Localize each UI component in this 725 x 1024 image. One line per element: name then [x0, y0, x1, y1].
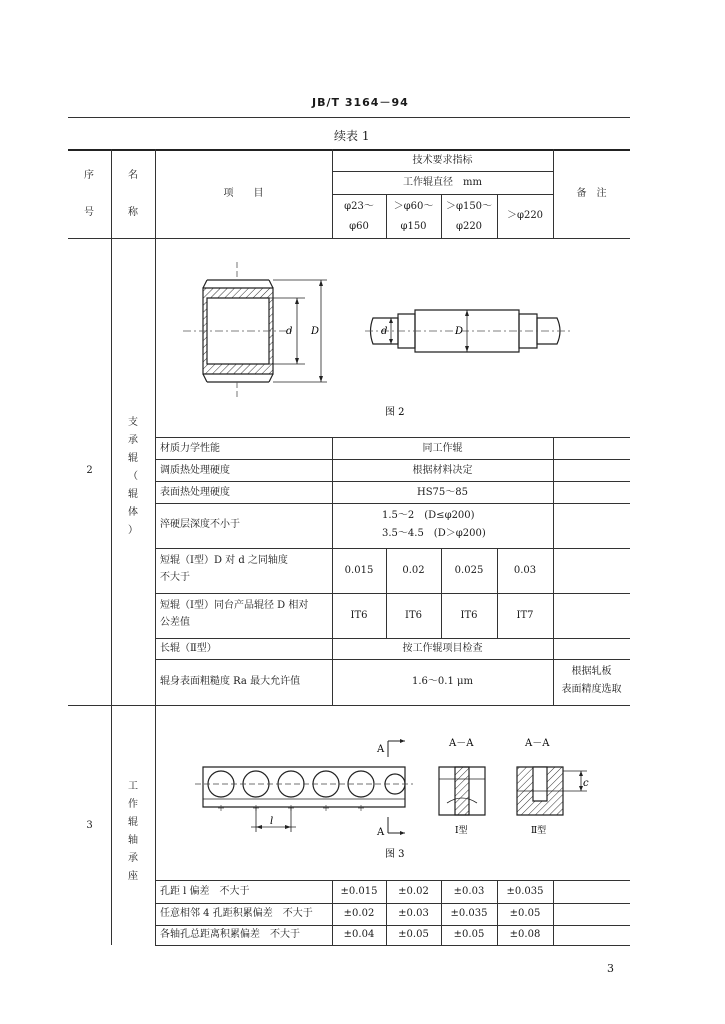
row-ra-item: 辊身表面粗糙度 Ra 最大允许值	[160, 676, 301, 687]
fig3-aa-label-2: A－A	[525, 738, 550, 749]
figure-3-drawing	[155, 707, 630, 879]
s3-row3-v1: ±0.04	[343, 929, 375, 940]
table-top-rule	[68, 149, 630, 151]
row-long-value: 按工作辊项目检查	[402, 643, 483, 654]
row-depth-item: 淬硬层深度不小于	[160, 519, 240, 530]
fig3-label-l: l	[270, 816, 274, 827]
s3-row3-v4: ±0.08	[509, 929, 541, 940]
row-tol-item-2: 公差值	[160, 617, 190, 628]
row-surface-value: HS75～85	[416, 487, 469, 498]
row-material-value: 同工作辊	[422, 443, 463, 454]
s3-row1-v2: ±0.02	[398, 886, 429, 897]
col-no-1: 序	[84, 170, 94, 181]
row-ra-remark-2: 表面精度选取	[561, 684, 622, 695]
fig3-section-mark-bottom: A	[377, 827, 385, 838]
s3-row1-item: 孔距 l 偏差 不大于	[160, 886, 250, 897]
fig2-label-d2: d	[381, 326, 388, 337]
fig3-label-c: c	[583, 778, 589, 789]
row-tol-v4: IT7	[516, 610, 534, 621]
s3-row2-item: 任意相邻 4 孔距积累偏差 不大于	[160, 908, 313, 919]
s3-row1-v3: ±0.03	[453, 886, 485, 897]
s3-row1-v4: ±0.035	[506, 886, 544, 897]
col-tech-req: 技术要求指标	[412, 155, 473, 166]
fig3-type1: Ⅰ型	[455, 826, 468, 836]
row-coax-v1: 0.015	[344, 565, 374, 576]
figure-2-label: 图 2	[385, 407, 405, 418]
s3-row3-item: 各轴孔总距离积累偏差 不大于	[160, 929, 300, 940]
row-ra-remark-1: 根据轧板	[571, 666, 612, 677]
s3-row3-v2: ±0.05	[398, 929, 429, 940]
row-quench-item: 调质热处理硬度	[160, 465, 230, 476]
col-work-roll-dia: 工作辊直径 mm	[403, 177, 482, 188]
continued-title: 续表 1	[334, 129, 370, 143]
range-1b: φ60	[349, 221, 369, 232]
section3-no: 3	[86, 820, 93, 831]
row-tol-v2: IT6	[405, 610, 422, 621]
range-2a: ＞φ60～	[393, 201, 434, 212]
standard-code: JB/T 3164－94	[312, 96, 409, 109]
s3-row2-v1: ±0.02	[343, 908, 375, 919]
row-quench-value: 根据材料决定	[412, 465, 473, 476]
row-tol-v3: IT6	[460, 610, 478, 621]
header-rule	[68, 117, 630, 118]
row-tol-item-1: 短辊（Ⅰ型）同台产品辊径 D 相对	[160, 600, 309, 611]
s3-row2-v4: ±0.05	[509, 908, 541, 919]
row-material-item: 材质力学性能	[160, 443, 220, 454]
row-surface-item: 表面热处理硬度	[160, 487, 230, 498]
row-coax-v3: 0.025	[454, 565, 484, 576]
section-divider	[68, 705, 630, 706]
row-tol-v1: IT6	[350, 610, 368, 621]
fig2-label-d: d	[286, 326, 293, 337]
fig3-section-mark-top: A	[377, 744, 385, 755]
row-coax-v4: 0.03	[513, 565, 537, 576]
row-ra-value: 1.6～0.1 μm	[412, 676, 473, 687]
row-depth-value-2: 3.5～4.5 (D＞φ200)	[382, 528, 486, 539]
range-3b: φ220	[455, 221, 483, 232]
col-name-1: 名	[128, 170, 138, 181]
range-4: ＞φ220	[506, 210, 544, 221]
section2-no: 2	[86, 465, 93, 476]
figure-3-label: 图 3	[385, 849, 405, 860]
fig3-type2: Ⅱ型	[531, 826, 547, 836]
range-3a: ＞φ150～	[445, 201, 493, 212]
fig3-aa-label-1: A－A	[449, 738, 474, 749]
figure-2-drawing	[155, 240, 630, 435]
fig2-label-D2: D	[455, 326, 464, 337]
row-depth-value-1: 1.5～2 (D≤φ200)	[382, 510, 475, 521]
s3-row2-v3: ±0.035	[450, 908, 488, 919]
fig2-label-D: D	[311, 326, 320, 337]
row-coax-v2: 0.02	[402, 565, 425, 576]
range-2b: φ150	[400, 221, 427, 232]
col-name-2: 称	[128, 207, 138, 218]
s3-row3-v3: ±0.05	[453, 929, 485, 940]
row-long-item: 长辊（Ⅱ型）	[160, 643, 217, 654]
col-item: 项 目	[223, 188, 264, 199]
col-remark: 备 注	[576, 188, 607, 199]
s3-row1-v1: ±0.015	[340, 886, 378, 897]
col-no-2: 号	[84, 207, 94, 218]
range-1a: φ23～	[344, 201, 374, 212]
page-number: 3	[607, 962, 614, 975]
row-coax-item-1: 短辊（Ⅰ型）D 对 d 之同轴度	[160, 555, 288, 566]
row-coax-item-2: 不大于	[160, 572, 190, 583]
s3-row2-v2: ±0.03	[398, 908, 429, 919]
header-bottom-rule	[68, 238, 630, 239]
